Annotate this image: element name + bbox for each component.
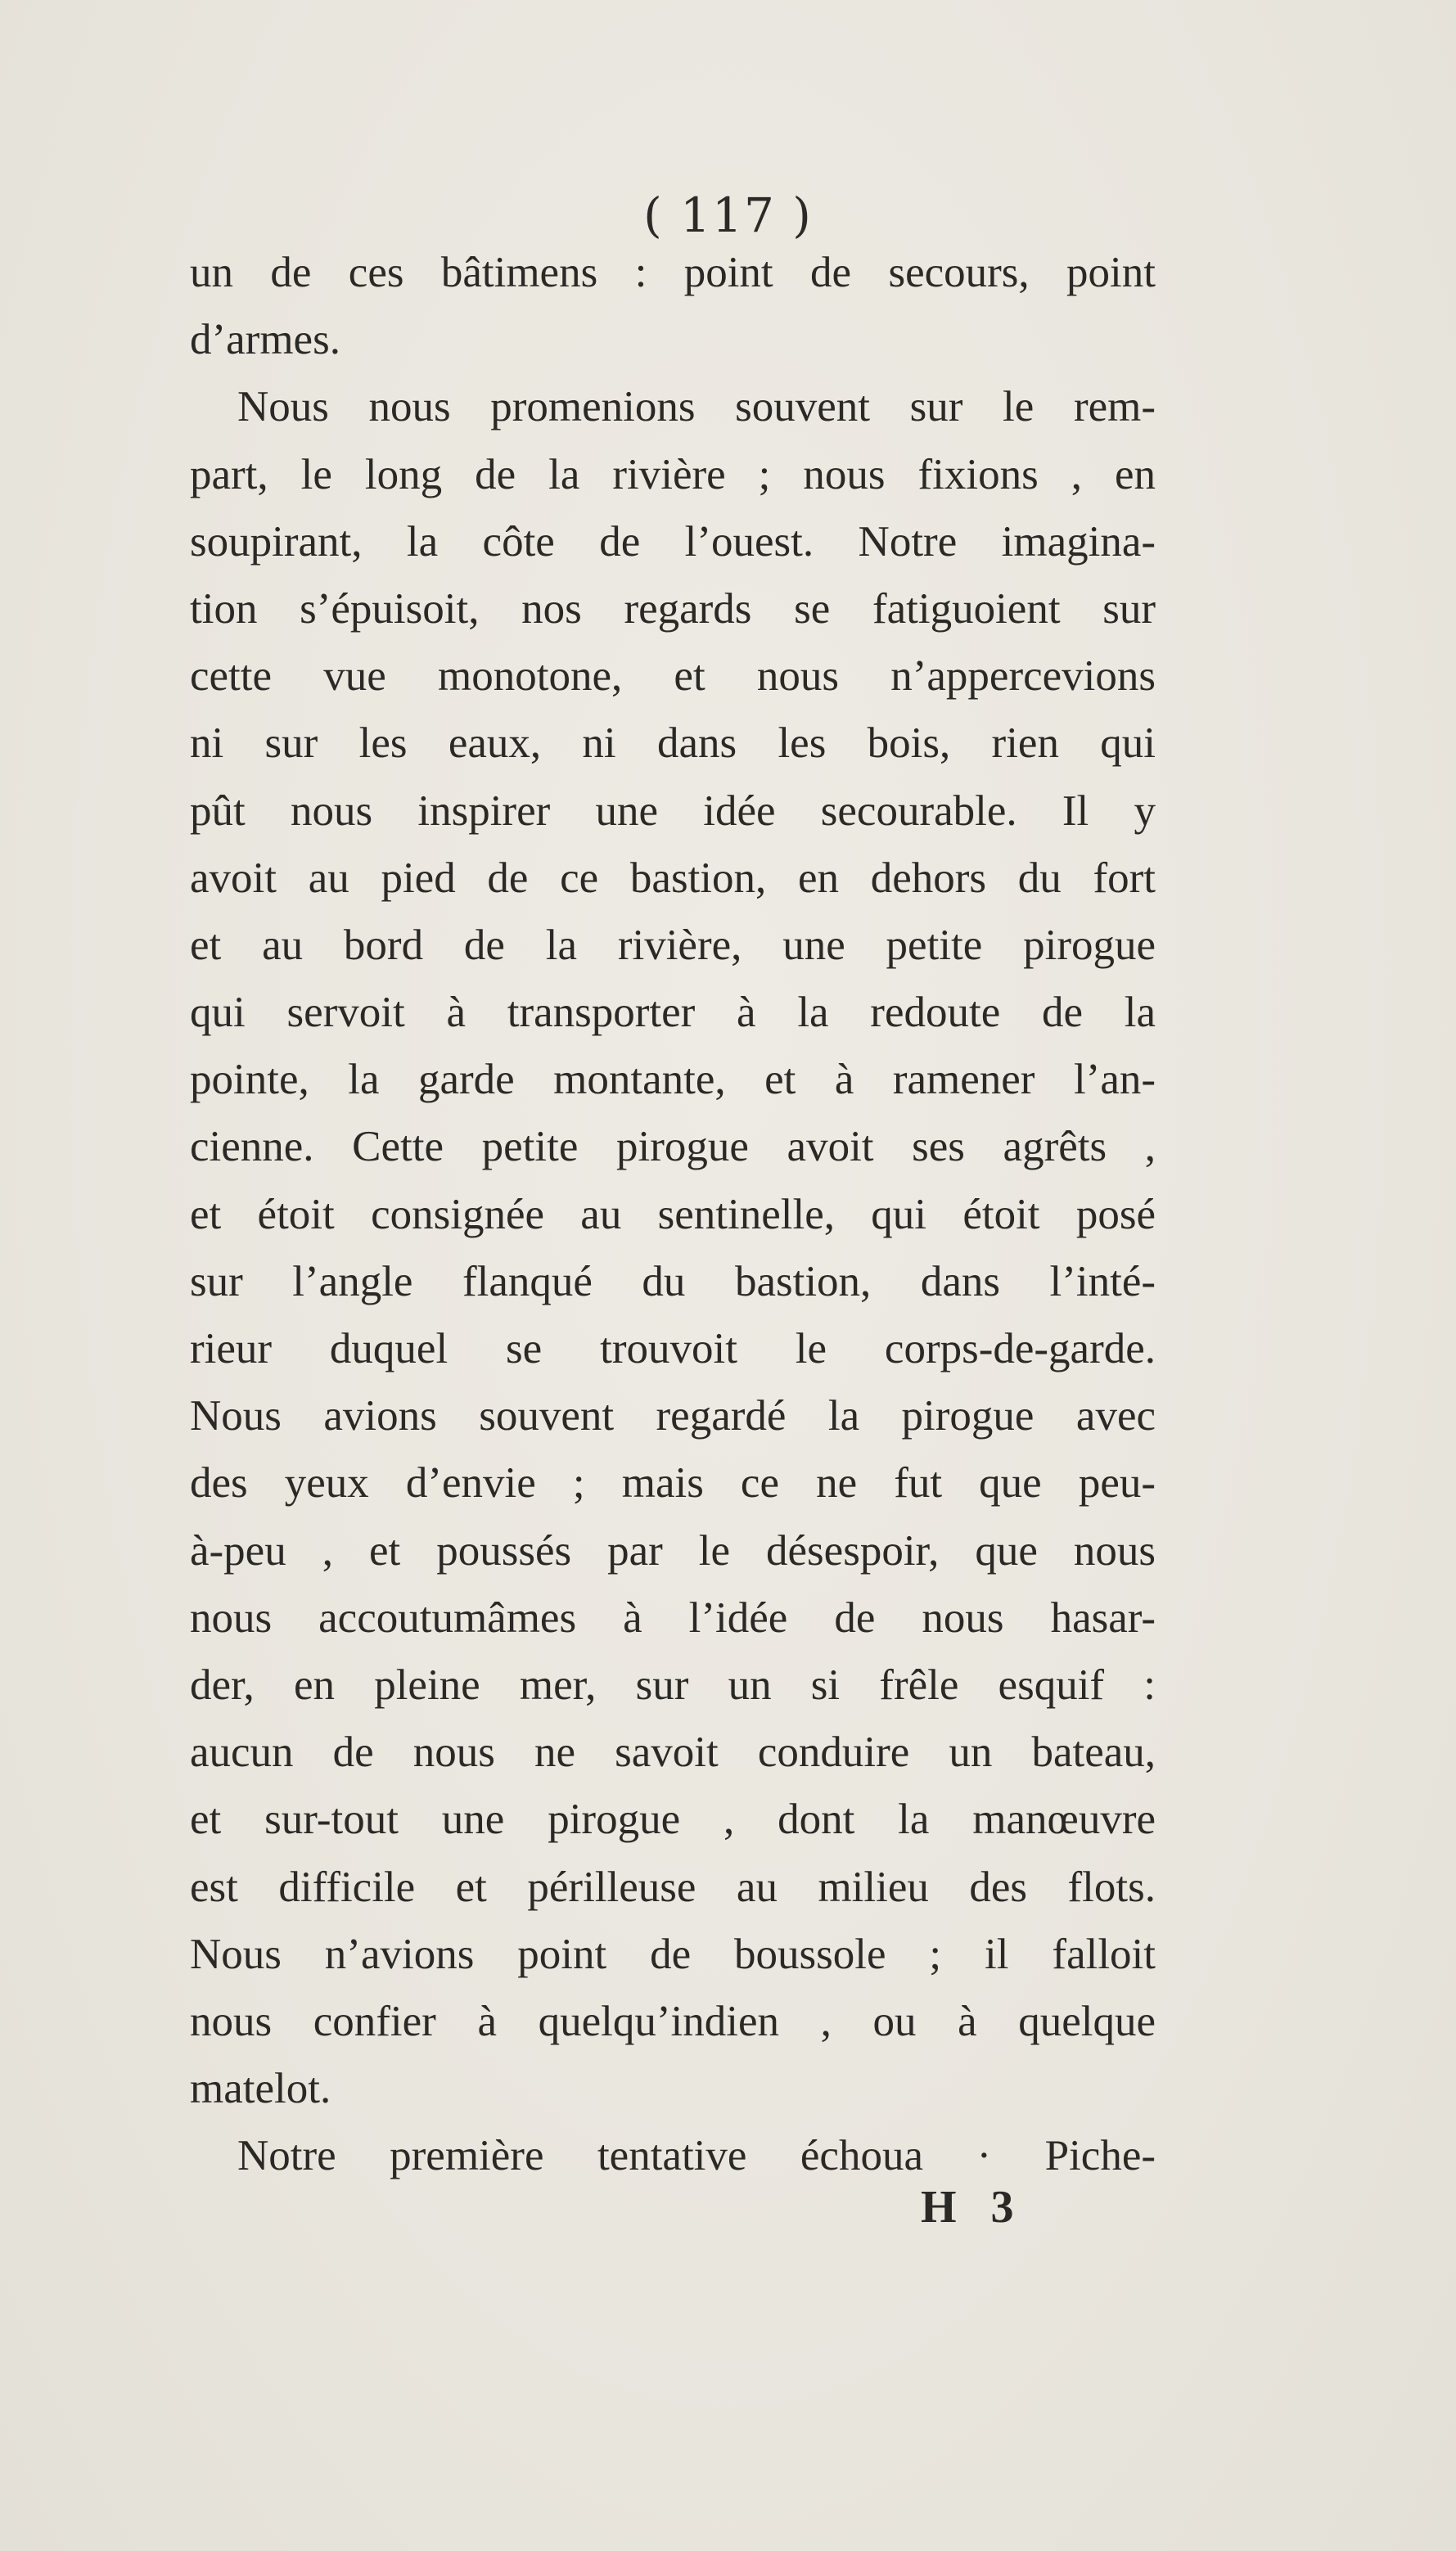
text-line: tion s’épuisoit, nos regards se fatiguoient sur <box>190 584 1156 633</box>
text-line: d’armes. <box>190 316 340 364</box>
text-line: Nous avions souvent regardé la pirogue avec <box>190 1392 1156 1440</box>
text-line: Notre première tentative échoua · Piche- <box>237 2132 1156 2180</box>
text-line: Nous nous promenions souvent sur le rem- <box>237 383 1156 431</box>
text-line: nous confier à quelqu’indien , ou à quelque <box>190 1997 1156 2045</box>
text-line: Nous n’avions point de boussole ; il falloit <box>190 1930 1156 1978</box>
text-line: cienne. Cette petite pirogue avoit ses agrêts , <box>190 1123 1156 1171</box>
text-line: rieur duquel se trouvoit le corps-de-garde. <box>190 1325 1156 1372</box>
signature-mark: H 3 <box>921 2182 1026 2233</box>
text-line: nous accoutumâmes à l’idée de nous hasar- <box>190 1593 1156 1642</box>
text-line: qui servoit à transporter à la redoute de la <box>190 989 1156 1037</box>
text-line: pût nous inspirer une idée secourable. Il y <box>190 786 1156 835</box>
text-line: ni sur les eaux, ni dans les bois, rien qui <box>190 719 1156 768</box>
text-line: est difficile et périlleuse au milieu des flots. <box>190 1863 1156 1911</box>
text-line: pointe, la garde montante, et à ramener l’an- <box>190 1056 1156 1104</box>
text-line: et étoit consignée au sentinelle, qui étoit posé <box>190 1190 1156 1238</box>
text-line: avoit au pied de ce bastion, en dehors du fort <box>190 854 1156 902</box>
page-number: ( 117 ) <box>643 187 813 243</box>
text-line: et sur-tout une pirogue , dont la manœuvre <box>190 1796 1156 1844</box>
text-line: des yeux d’envie ; mais ce ne fut que peu- <box>190 1459 1156 1508</box>
text-line: à-peu , et poussés par le désespoir, que nous <box>190 1526 1156 1575</box>
text-line: sur l’angle flanqué du bastion, dans l’inté- <box>190 1257 1156 1305</box>
text-line: der, en pleine mer, sur un si frêle esquif : <box>190 1661 1156 1709</box>
body-text <box>190 239 1156 2189</box>
text-line: aucun de nous ne savoit conduire un bateau, <box>190 1728 1156 1777</box>
text-line: un de ces bâtimens : point de secours, point <box>190 249 1156 296</box>
text-line: et au bord de la rivière, une petite pirogue <box>190 921 1156 969</box>
text-line: matelot. <box>190 2065 331 2113</box>
text-line: soupirant, la côte de l’ouest. Notre imagina- <box>190 517 1156 566</box>
text-line: cette vue monotone, et nous n’appercevions <box>190 652 1156 701</box>
text-line: part, le long de la rivière ; nous fixions , en <box>190 450 1156 498</box>
